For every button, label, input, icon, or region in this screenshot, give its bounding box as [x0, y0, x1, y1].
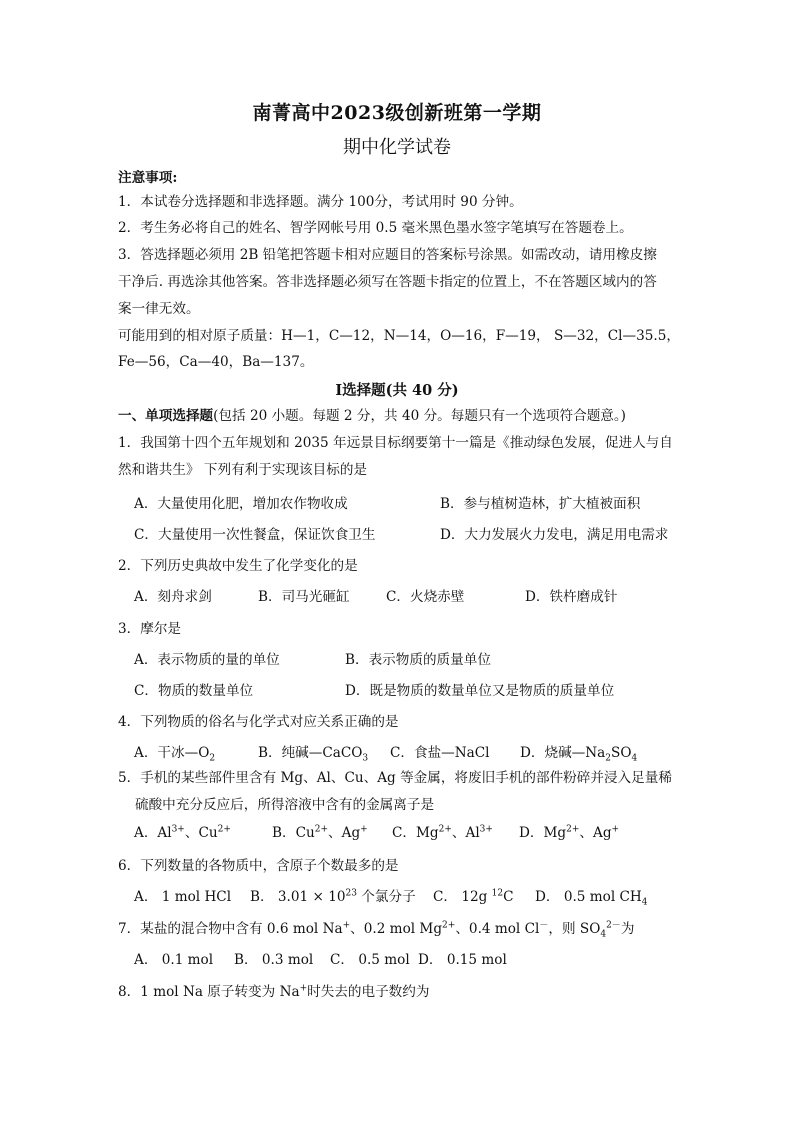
q5-option-c: C．$Mg^{2+}$、$Al^{3+}$ — [392, 824, 493, 841]
q1-stem-line-1: 1．我国第十四个五年规划和 2035 年远景目标纲要第十一篇是《推动绿色发展，促进人与自 — [118, 435, 673, 451]
q2-option-d: D．铁杵磨成针 — [525, 589, 618, 605]
notice-item-2: 2．考生务必将自己的姓名、智学网帐号用 0.5 毫米黑色墨水签字笔填写在答题卷上。 — [118, 220, 633, 236]
atomic-mass-line-1: 可能用到的相对原子质量：H—1，C—12，N—14，O—16，F—19， S—32，Cl—35.5， — [118, 328, 680, 344]
q3-option-d: D．既是物质的数量单位又是物质的质量单位 — [345, 683, 615, 699]
part-label: 一、单项选择题 — [118, 408, 214, 424]
notice-item-3: 3．答选择题必须用 2B 铅笔把答题卡相对应题目的答案标号涂黑。如需改动，请用橡皮擦 — [118, 247, 657, 263]
notice-item-3-cont: 干净后. 再选涂其他答案。答非选择题必须写在答题卡指定的位置上，不在答题区域内的答 — [118, 274, 657, 290]
part-heading — [118, 407, 626, 425]
q7-option-c: C． 0.5 mol — [330, 952, 410, 968]
q5-option-b: B．$Cu^{2+}$、Ag+ — [272, 824, 368, 841]
q2-option-b: B．司马光砸缸 — [258, 589, 350, 605]
q1-option-b: B．参与植树造林，扩大植被面积 — [440, 496, 641, 512]
q5-option-d: D．$Mg^{2+}$、Ag+ — [519, 824, 620, 841]
q3-option-c: C．物质的数量单位 — [134, 683, 254, 699]
q6-stem: 6．下列数量的各物质中，含原子个数最多的是 — [118, 858, 399, 874]
q3-option-b: B．表示物质的质量单位 — [345, 652, 491, 668]
exam-title: 南菁高中2023级创新班第一学期 — [252, 102, 542, 124]
q3-stem: 3．摩尔是 — [118, 621, 182, 637]
q7-option-d: D． 0.15 mol — [418, 952, 507, 968]
exam-subtitle: 期中化学试卷 — [343, 137, 451, 158]
part-description: (包括 20 小题。每题 2 分，共 40 分。每题只有一个选项符合题意。) — [213, 408, 626, 424]
q7-option-a: A． 0.1 mol — [134, 952, 214, 968]
q8-stem: 8．1 mol Na 原子转变为 Na+时失去的电子数约为 — [118, 983, 430, 1000]
q7-stem: 7．某盐的混合物中含有 0.6 mol Na+、0.2 mol $Mg^{2+}$、0.4 mol Cl－，则 $SO_4^{2-}$为 — [118, 920, 635, 940]
q5-option-a: A．$Al^{3+}$、$Cu^{2+}$ — [134, 824, 231, 841]
q6-option-c: C． 12g $^{12}$C — [433, 888, 514, 905]
q1-option-a: A．大量使用化肥，增加农作物收成 — [134, 496, 348, 512]
q5-stem-line-2: 硫酸中充分反应后，所得溶液中含有的金属离子是 — [135, 797, 435, 813]
q4-option-d: D．烧碱$—Na_2SO_4$ — [520, 745, 638, 764]
q6-option-a: A． 1 mol HCl — [134, 889, 232, 905]
q2-option-a: A．刻舟求剑 — [134, 589, 212, 605]
q1-option-c: C．大量使用一次性餐盒，保证饮食卫生 — [134, 527, 376, 543]
q6-option-b: B． $3.01 \times 10^{23}$ 个氯分子 — [250, 888, 416, 905]
q3-option-a: A．表示物质的量的单位 — [134, 652, 280, 668]
q1-option-d: D．大力发展火力发电，满足用电需求 — [440, 527, 669, 543]
notice-heading: 注意事项: — [118, 170, 178, 186]
notice-item-1: 1．本试卷分选择题和非选择题。满分 100分，考试用时 90 分钟。 — [118, 194, 523, 210]
q4-option-a: A．干冰$—O_2$ — [134, 745, 216, 764]
q2-stem: 2．下列历史典故中发生了化学变化的是 — [118, 558, 358, 574]
q4-option-b: B．纯碱—CaCO$_3$ — [258, 745, 369, 764]
q7-option-b: B． 0.3 mol — [234, 952, 314, 968]
section-title: Ⅰ选择题(共 40 分) — [335, 382, 459, 399]
q1-stem-line-2: 然和谐共生》 下列有利于实现该目标的是 — [118, 462, 368, 478]
notice-item-3-end: 案一律无效。 — [118, 301, 200, 317]
q4-stem: 4．下列物质的俗名与化学式对应关系正确的是 — [118, 714, 399, 730]
q2-option-c: C．火烧赤壁 — [386, 589, 465, 605]
q4-option-c: C．食盐—NaCl — [390, 745, 490, 761]
q6-option-d: D． 0.5 mol $CH_4$ — [535, 889, 648, 908]
q5-stem-line-1: 5．手机的某些部件里含有 Mg、Al、Cu、Ag 等金属，将废旧手机的部件粉碎并浸入足量稀 — [118, 770, 672, 786]
atomic-mass-line-2: Fe—56，Ca—40，Ba—137。 — [118, 354, 314, 370]
